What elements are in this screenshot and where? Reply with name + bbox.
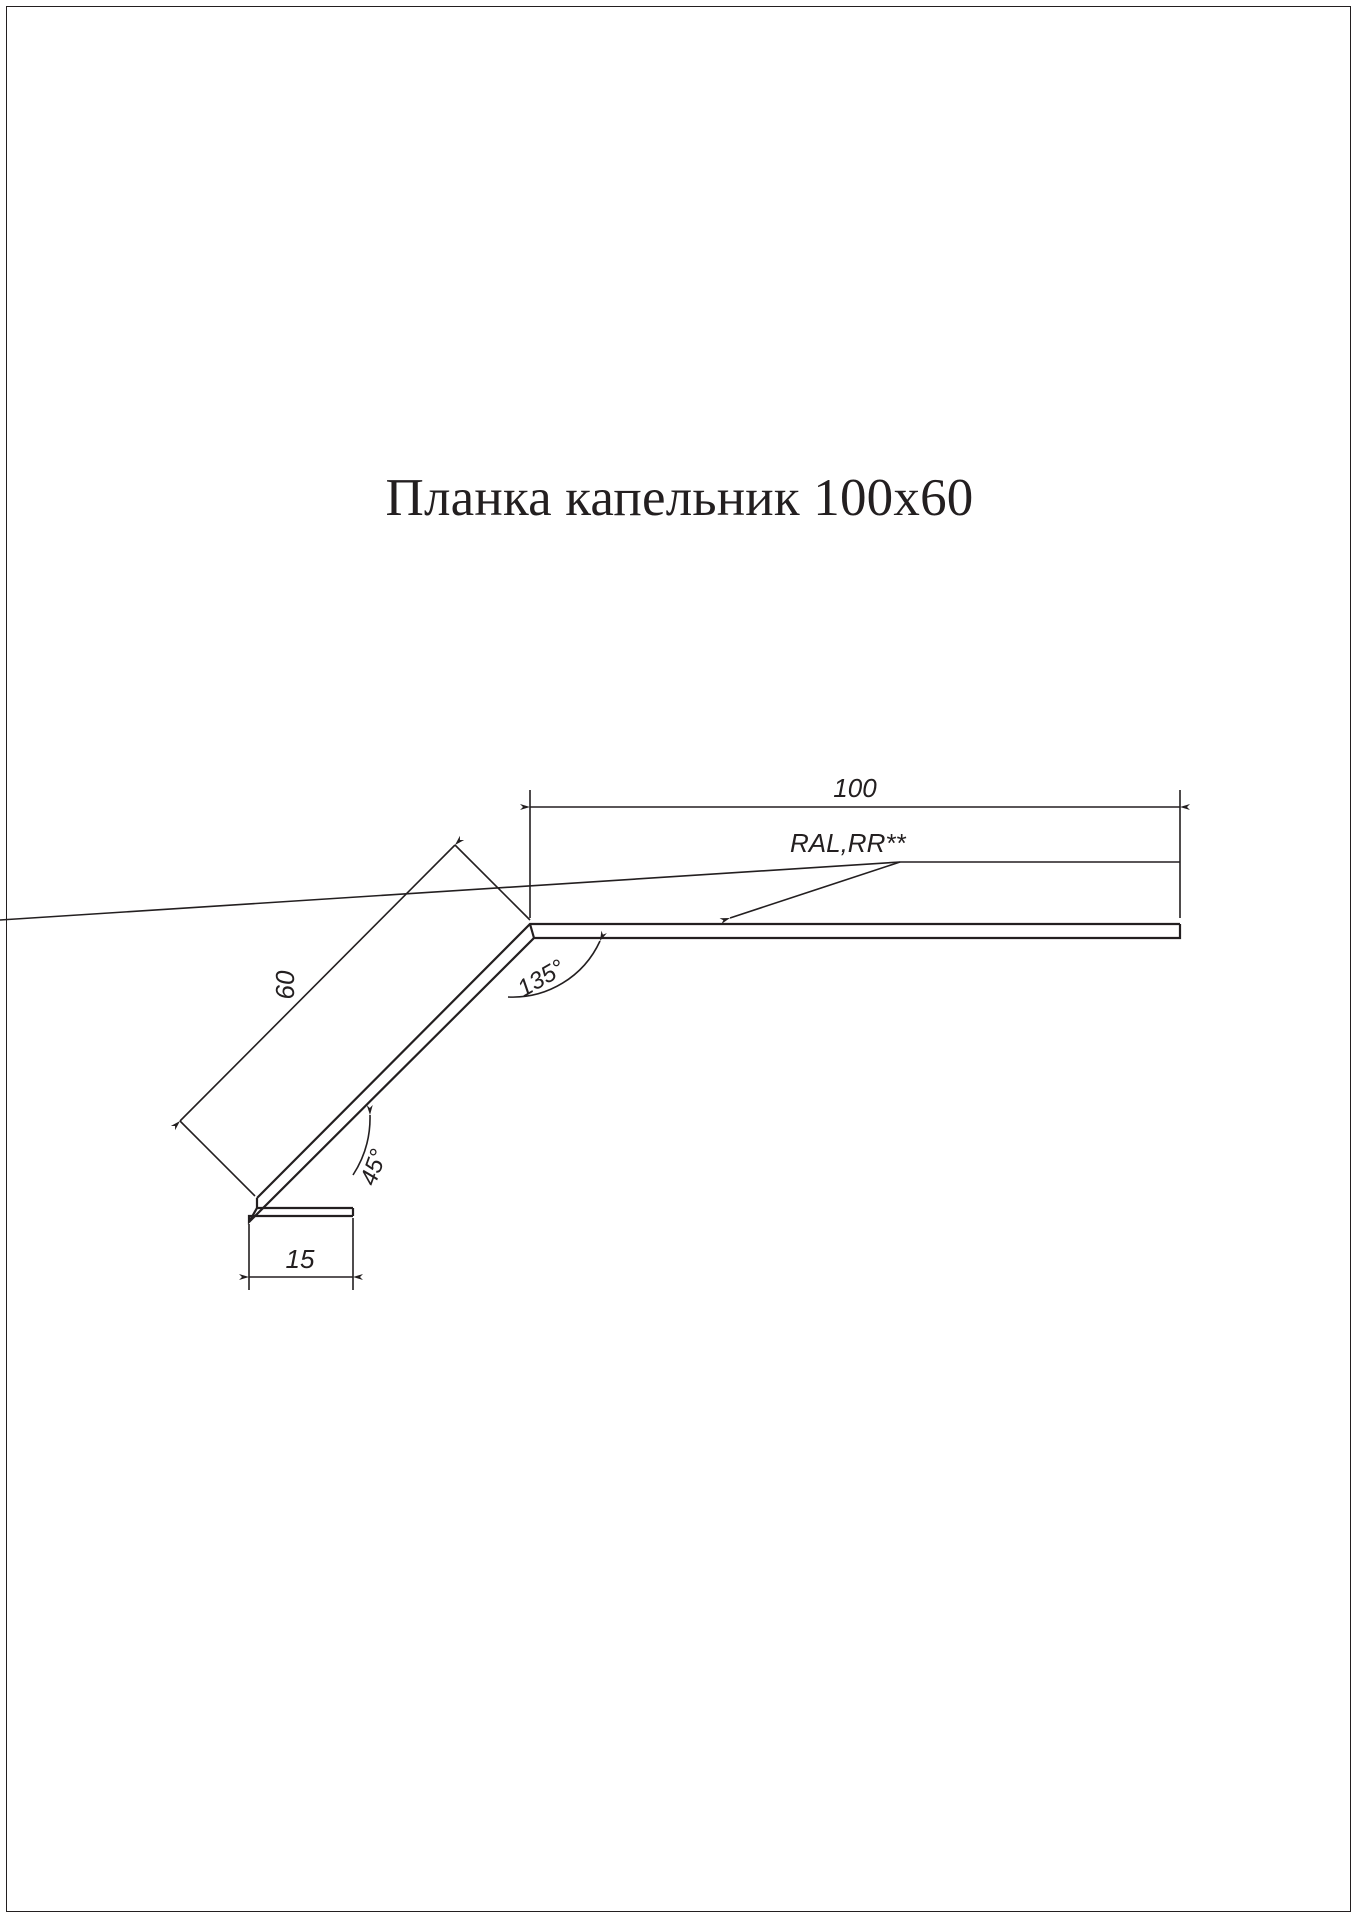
coating-callout-leader bbox=[0, 862, 1180, 920]
angle-label-45: 45° bbox=[355, 1145, 393, 1190]
dimension-label-15: 15 bbox=[285, 1244, 315, 1274]
page-title: Планка капельник 100х60 bbox=[385, 469, 974, 527]
dimension-label-60: 60 bbox=[270, 970, 300, 1000]
dimension-label-100: 100 bbox=[833, 773, 877, 803]
profile-outline bbox=[249, 924, 1180, 1222]
angle-label-135: 135° bbox=[513, 954, 570, 1003]
coating-callout-label: RAL,RR** bbox=[790, 828, 906, 858]
